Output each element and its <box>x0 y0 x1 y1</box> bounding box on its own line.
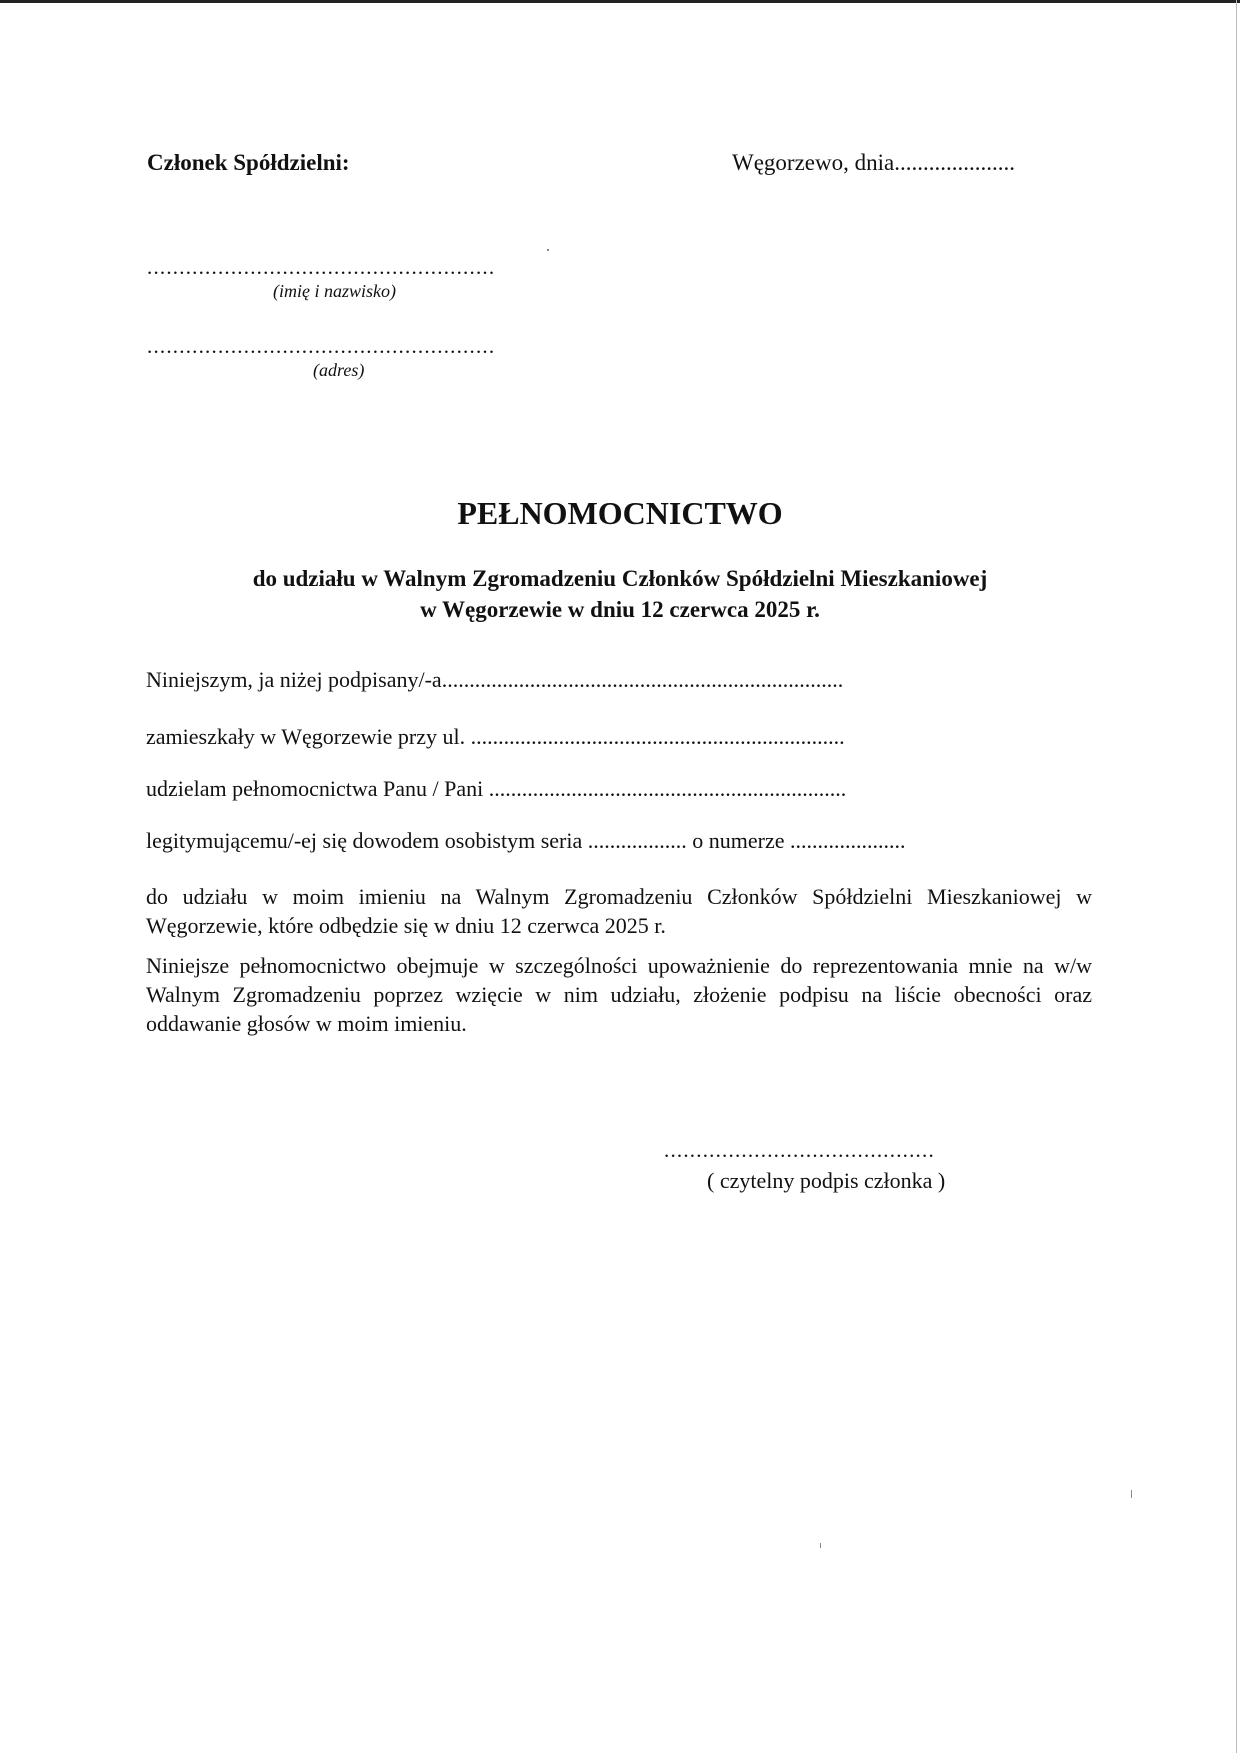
address-caption: (adres) <box>313 360 365 380</box>
proxy-name-line[interactable]: udzielam pełnomocnictwa Panu / Pani ................................................................. <box>146 776 847 801</box>
subtitle-line-1: do udziału w Walnym Zgromadzeniu Członków Spółdzielni Mieszkaniowej <box>252 566 988 591</box>
subtitle-line-2: w Węgorzewie w dniu 12 czerwca 2025 r. <box>420 597 820 622</box>
scan-right-edge <box>1236 0 1237 1753</box>
scope-paragraph: Niniejsze pełnomocnictwo obejmuje w szczególności upoważnienie do reprezentowania mnie na w/w Walnym Zgromadzeniu poprzez wzięcie w nim udziału, złożenie podpisu na liście obecności oraz oddawanie głosów w moim imieniu. <box>146 953 1092 1036</box>
scan-speck <box>820 1543 821 1548</box>
signature-caption: ( czytelny podpis członka ) <box>707 1168 946 1193</box>
member-label: Członek Spółdzielni: <box>147 150 350 175</box>
address-input-line[interactable]: ...................................................... <box>147 334 496 358</box>
place-date-field[interactable]: Węgorzewo, dnia..................... <box>732 150 1015 175</box>
name-input-line[interactable]: ...................................................... <box>147 255 496 279</box>
scan-speck <box>1131 1490 1132 1498</box>
signer-address-line[interactable]: zamieszkały w Węgorzewie przy ul. .................................................................... <box>146 724 845 749</box>
name-caption: (imię i nazwisko) <box>273 281 396 301</box>
scan-speck <box>547 249 549 251</box>
signer-name-line[interactable]: Niniejszym, ja niżej podpisany/-a......................................................................... <box>146 667 844 692</box>
signature-line[interactable]: .......................................... <box>664 1138 935 1162</box>
scan-top-edge <box>0 0 1240 3</box>
proxy-id-line[interactable]: legitymującemu/-ej się dowodem osobistym seria .................. o numerze ..................... <box>146 828 906 853</box>
authorization-paragraph: do udziału w moim imieniu na Walnym Zgromadzeniu Członków Spółdzielni Mieszkaniowej w Węgorzewie, które odbędzie się w dniu 12 czerwca 2025 r. <box>146 884 1092 938</box>
document-title: PEŁNOMOCNICTWO <box>457 495 783 531</box>
